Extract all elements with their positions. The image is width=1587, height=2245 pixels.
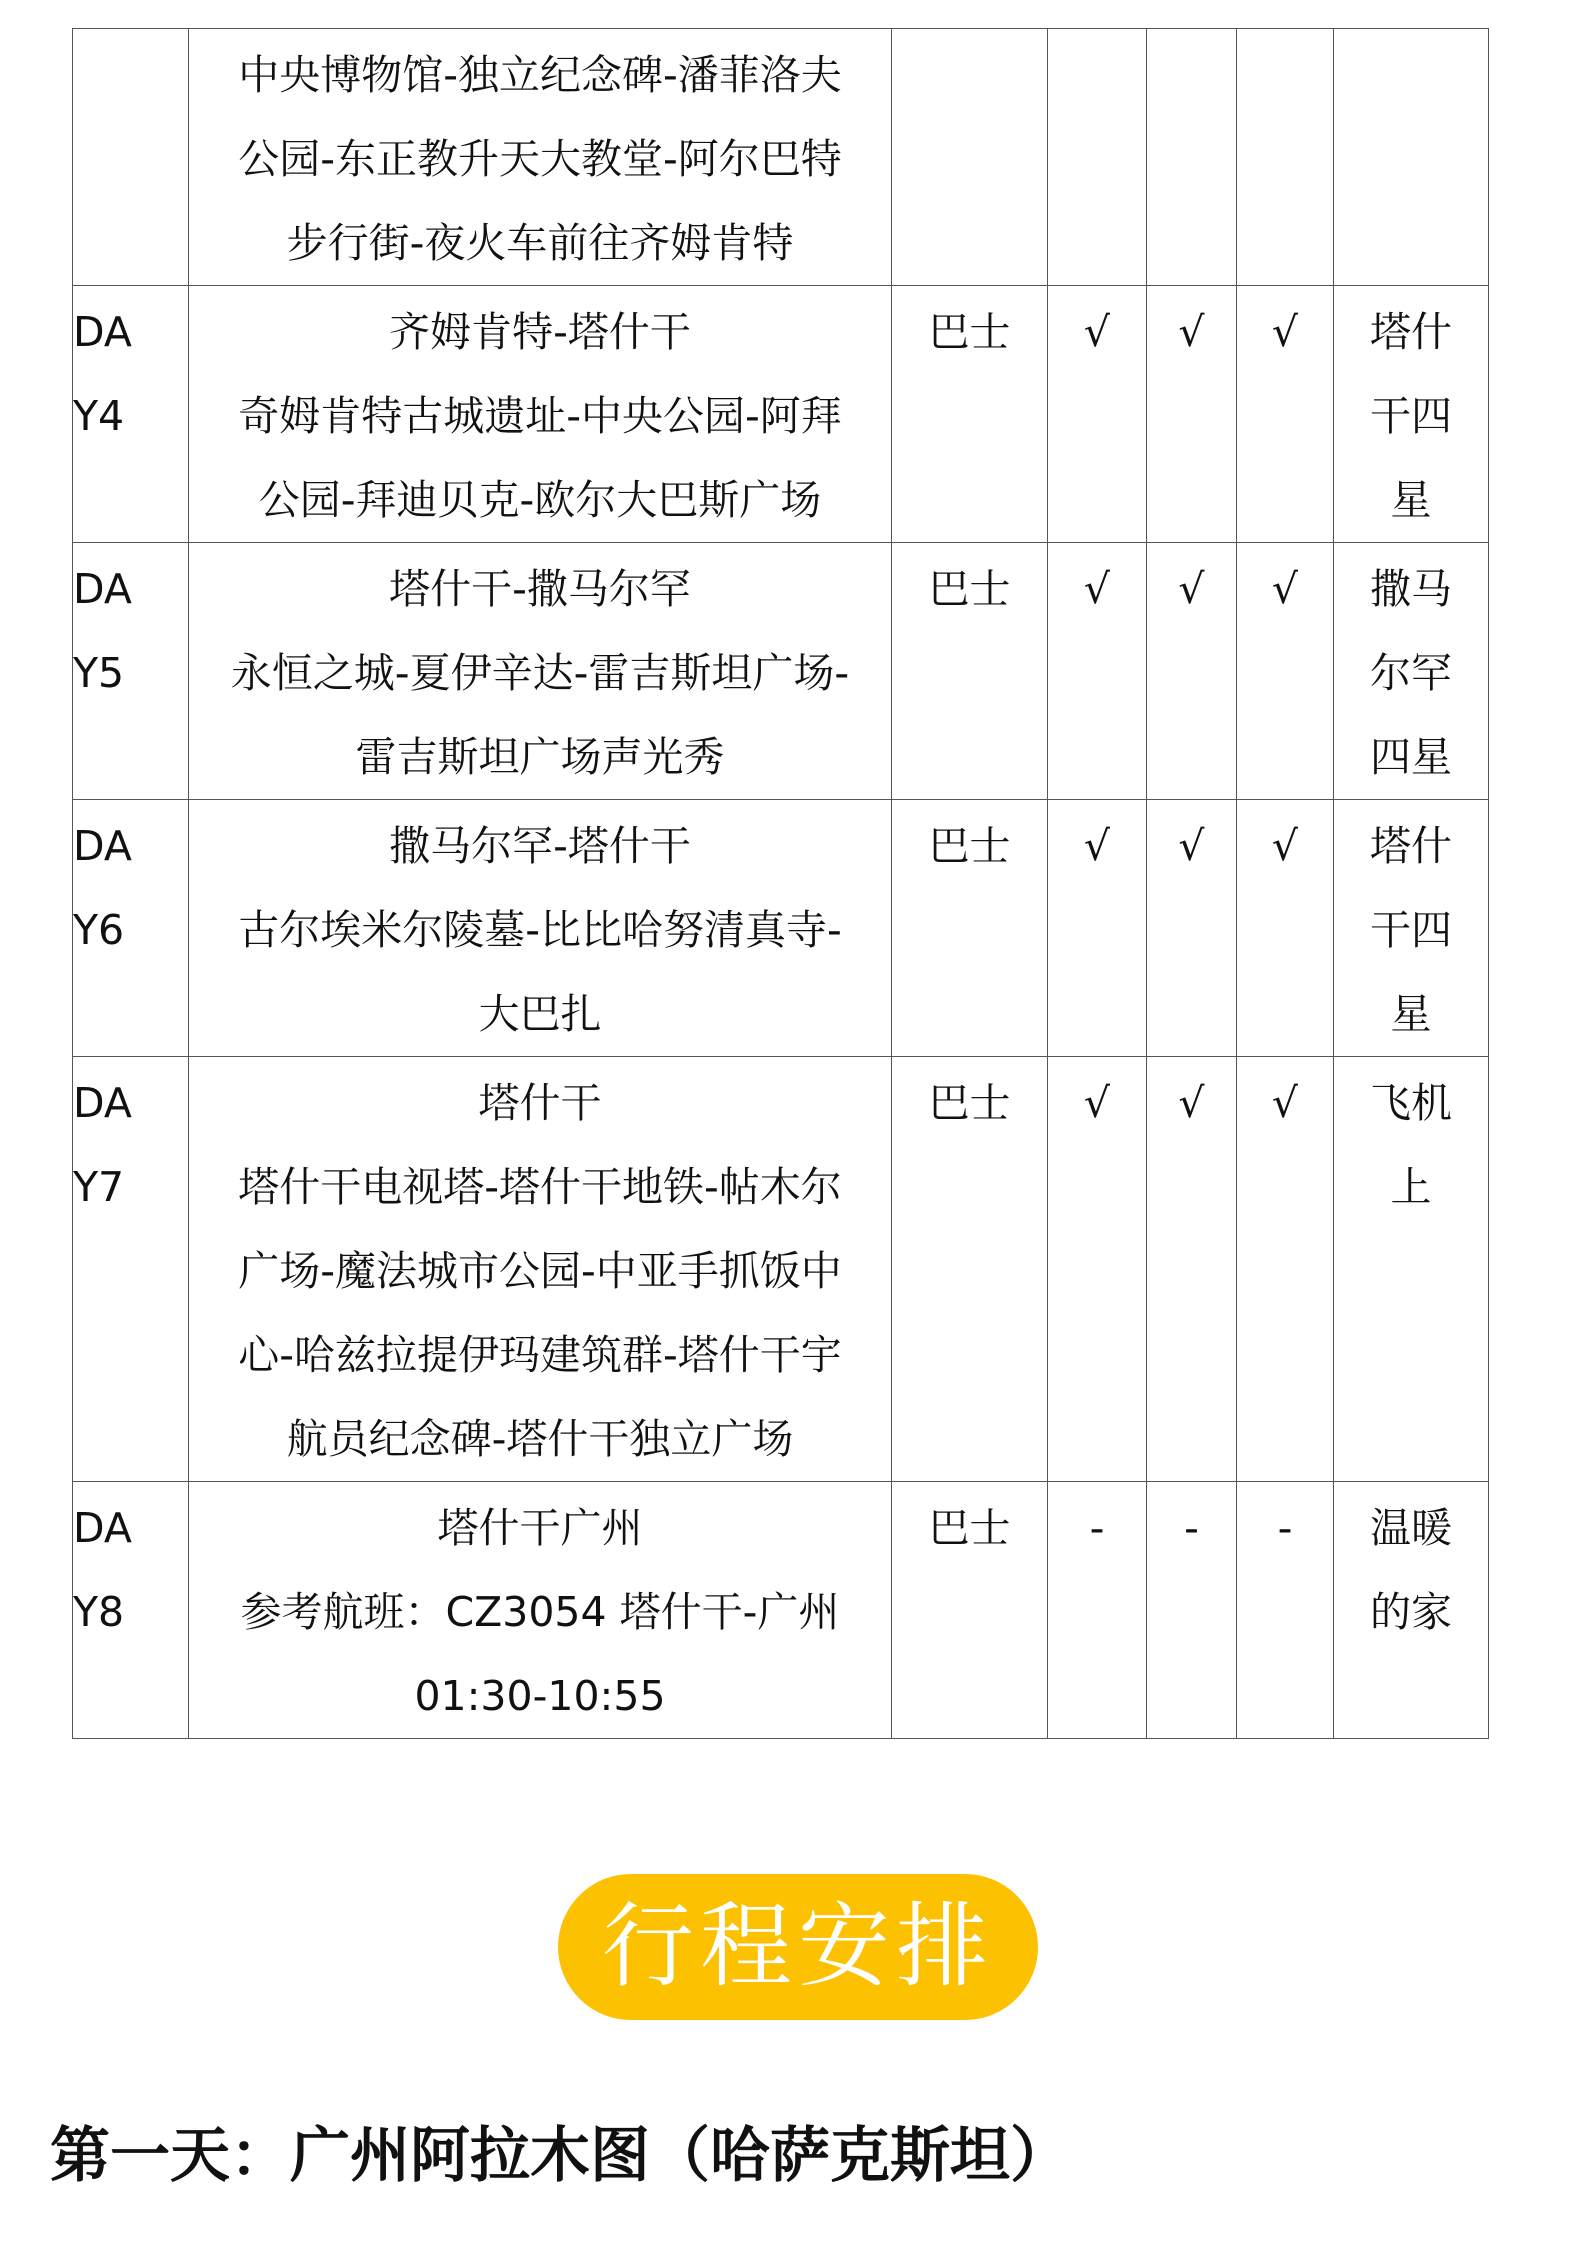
day-label: DA [73, 565, 132, 613]
lunch-cell: √ [1147, 800, 1237, 1057]
breakfast-cell: √ [1048, 286, 1147, 543]
route-line: 公园-拜迪贝克-欧尔大巴斯广场 [258, 476, 822, 524]
itinerary-row [73, 1482, 1489, 1739]
transport-cell: 巴士 [892, 800, 1048, 1057]
route-line: 奇姆肯特古城遗址-中央公园-阿拜 [238, 392, 842, 440]
hotel-line: 撒马 [1370, 565, 1452, 613]
hotel-cell [1334, 1482, 1489, 1739]
route-line: 永恒之城-夏伊辛达-雷吉斯坦广场- [230, 649, 850, 697]
hotel-line: 星 [1390, 990, 1432, 1038]
route-line: 公园-东正教升天大教堂-阿尔巴特 [238, 135, 842, 183]
hotel-line: 上 [1390, 1163, 1432, 1211]
route-cell [189, 286, 892, 543]
hotel-line: 尔罕 [1370, 649, 1452, 697]
route-cell [189, 29, 892, 286]
lunch-cell: √ [1147, 286, 1237, 543]
lunch-cell: - [1147, 1482, 1237, 1739]
route-cell [189, 1482, 892, 1739]
route-line: 塔什干 [478, 1079, 602, 1127]
transport-cell: 巴士 [892, 1057, 1048, 1482]
route-cell [189, 543, 892, 800]
route-line: 古尔埃米尔陵墓-比比哈努清真寺- [238, 906, 842, 954]
hotel-line: 星 [1390, 476, 1432, 524]
day-cell [73, 286, 189, 543]
route-line: 塔什干-撒马尔罕 [389, 565, 691, 613]
dinner-cell: - [1237, 1482, 1334, 1739]
route-cell [189, 800, 892, 1057]
day-label: DA [73, 822, 132, 870]
breakfast-cell: √ [1048, 800, 1147, 1057]
lunch-cell [1147, 29, 1237, 286]
route-line: 塔什干电视塔-塔什干地铁-帖木尔 [238, 1163, 842, 1211]
hotel-line: 飞机 [1370, 1079, 1452, 1127]
transport-cell [892, 29, 1048, 286]
day-label: DA [73, 1079, 132, 1127]
transport-cell: 巴士 [892, 286, 1048, 543]
hotel-cell [1334, 286, 1489, 543]
hotel-line: 四星 [1370, 733, 1452, 781]
hotel-cell [1334, 1057, 1489, 1482]
day-label: Y8 [73, 1588, 125, 1636]
day-one-heading: 第一天：广州阿拉木图（哈萨克斯坦） [50, 2121, 1070, 2191]
dinner-cell [1237, 29, 1334, 286]
hotel-line: 干四 [1370, 906, 1452, 954]
lunch-cell: √ [1147, 543, 1237, 800]
hotel-cell [1334, 543, 1489, 800]
day-label: DA [73, 1504, 132, 1552]
itinerary-row [73, 543, 1489, 800]
dinner-cell: √ [1237, 543, 1334, 800]
route-line: 01:30-10:55 [414, 1672, 666, 1720]
route-line: 步行街-夜火车前往齐姆肯特 [286, 219, 794, 267]
schedule-banner: 行程安排 [558, 1874, 1038, 2020]
day-label: Y4 [73, 392, 125, 440]
route-line: 航员纪念碑-塔什干独立广场 [286, 1415, 794, 1463]
day-cell [73, 543, 189, 800]
day-label: DA [73, 308, 132, 356]
day-label: Y5 [73, 649, 125, 697]
breakfast-cell: - [1048, 1482, 1147, 1739]
day-cell [73, 29, 189, 286]
day-cell [73, 800, 189, 1057]
breakfast-cell: √ [1048, 1057, 1147, 1482]
breakfast-cell: √ [1048, 543, 1147, 800]
route-line: 参考航班：CZ3054 塔什干-广州 [240, 1588, 840, 1636]
hotel-line: 干四 [1370, 392, 1452, 440]
lunch-cell: √ [1147, 1057, 1237, 1482]
hotel-line: 塔什 [1370, 822, 1452, 870]
route-line: 撒马尔罕-塔什干 [389, 822, 691, 870]
route-line: 广场-魔法城市公园-中亚手抓饭中 [238, 1247, 842, 1295]
transport-cell: 巴士 [892, 543, 1048, 800]
day-cell [73, 1057, 189, 1482]
route-line: 塔什干广州 [437, 1504, 643, 1552]
itinerary-row [73, 29, 1489, 286]
itinerary-row [73, 286, 1489, 543]
breakfast-cell [1048, 29, 1147, 286]
route-line: 中央博物馆-独立纪念碑-潘菲洛夫 [238, 51, 842, 99]
route-line: 大巴扎 [478, 990, 602, 1038]
itinerary-table [72, 28, 1489, 1739]
route-line: 雷吉斯坦广场声光秀 [355, 733, 725, 781]
hotel-line: 的家 [1370, 1588, 1452, 1636]
hotel-line: 塔什 [1370, 308, 1452, 356]
itinerary-row [73, 800, 1489, 1057]
itinerary-row [73, 1057, 1489, 1482]
transport-cell: 巴士 [892, 1482, 1048, 1739]
route-cell [189, 1057, 892, 1482]
dinner-cell: √ [1237, 800, 1334, 1057]
dinner-cell: √ [1237, 1057, 1334, 1482]
hotel-cell [1334, 800, 1489, 1057]
route-line: 齐姆肯特-塔什干 [389, 308, 691, 356]
dinner-cell: √ [1237, 286, 1334, 543]
day-label: Y6 [73, 906, 125, 954]
hotel-cell [1334, 29, 1489, 286]
route-line: 心-哈兹拉提伊玛建筑群-塔什干宇 [238, 1331, 842, 1379]
day-cell [73, 1482, 189, 1739]
itinerary-body [73, 29, 1489, 1739]
hotel-line: 温暖 [1370, 1504, 1452, 1552]
day-label: Y7 [73, 1163, 125, 1211]
